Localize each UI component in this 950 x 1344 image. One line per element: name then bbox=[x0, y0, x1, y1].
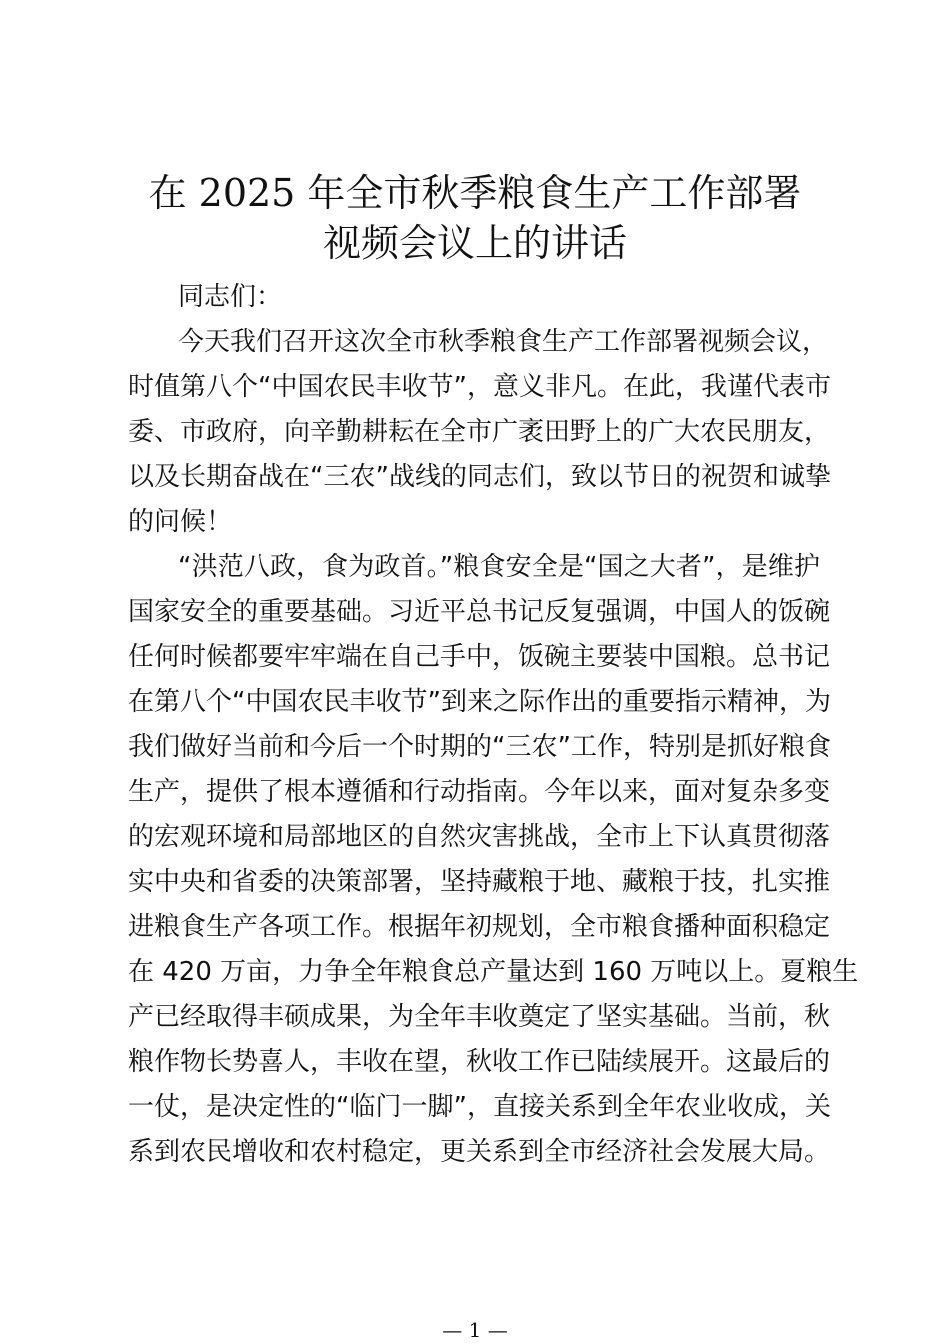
title-line-1: 在 2025 年全市秋季粮食生产工作部署 bbox=[148, 171, 802, 215]
text-line: 的宏观环境和局部地区的自然灾害挑战，全市上下认真贯彻落 bbox=[128, 822, 831, 852]
text-line: 进粮食生产各项工作。根据年初规划，全市粮食播种面积稳定 bbox=[128, 912, 831, 942]
text-line: 生产，提供了根本遵循和行动指南。今年以来，面对复杂多变 bbox=[128, 777, 831, 807]
text-line: 国家安全的重要基础。习近平总书记反复强调，中国人的饭碗 bbox=[128, 597, 831, 627]
text-line: 今天我们召开这次全市秋季粮食生产工作部署视频会议， bbox=[178, 327, 829, 357]
salutation: 同志们： bbox=[178, 282, 283, 312]
text-line: 时值第八个“中国农民丰收节”，意义非凡。在此，我谨代表市 bbox=[128, 372, 831, 402]
text-line: 在第八个“中国农民丰收节”到来之际作出的重要指示精神，为 bbox=[128, 687, 831, 717]
text-line: 产已经取得丰硕成果，为全年丰收奠定了坚实基础。当前，秋 bbox=[128, 1002, 831, 1032]
text-line: 粮作物长势喜人，丰收在望，秋收工作已陆续展开。这最后的 bbox=[128, 1047, 831, 1077]
text-line: 的问候！ bbox=[128, 507, 233, 537]
document-body bbox=[128, 275, 859, 1175]
paragraph bbox=[128, 320, 831, 545]
paragraphs bbox=[128, 320, 859, 1175]
text-line: 一仗，是决定性的“临门一脚”，直接关系到全年农业收成，关 bbox=[128, 1092, 831, 1122]
text-line: 委、市政府，向辛勤耕耘在全市广袤田野上的广大农民朋友， bbox=[128, 417, 831, 447]
text-line: 系到农民增收和农村稳定，更关系到全市经济社会发展大局。 bbox=[128, 1137, 831, 1167]
text-line: 任何时候都要牢牢端在自己手中，饭碗主要装中国粮。总书记 bbox=[128, 642, 831, 672]
text-line: 以及长期奋战在“三农”战线的同志们，致以节日的祝贺和诚挚 bbox=[128, 462, 831, 492]
document-title bbox=[0, 168, 950, 268]
title-line-2: 视频会议上的讲话 bbox=[322, 221, 627, 265]
text-line: 实中央和省委的决策部署，坚持藏粮于地、藏粮于技，扎实推 bbox=[128, 867, 831, 897]
paragraph bbox=[128, 545, 859, 1175]
text-line: 在 420 万亩，力争全年粮食总产量达到 160 万吨以上。夏粮生 bbox=[128, 957, 859, 987]
text-line: 我们做好当前和今后一个时期的“三农”工作，特别是抓好粮食 bbox=[128, 732, 831, 762]
page-number: — 1 — bbox=[442, 1318, 508, 1342]
text-line: “洪范八政，食为政首。”粮食安全是“国之大者”，是维护 bbox=[178, 552, 820, 582]
